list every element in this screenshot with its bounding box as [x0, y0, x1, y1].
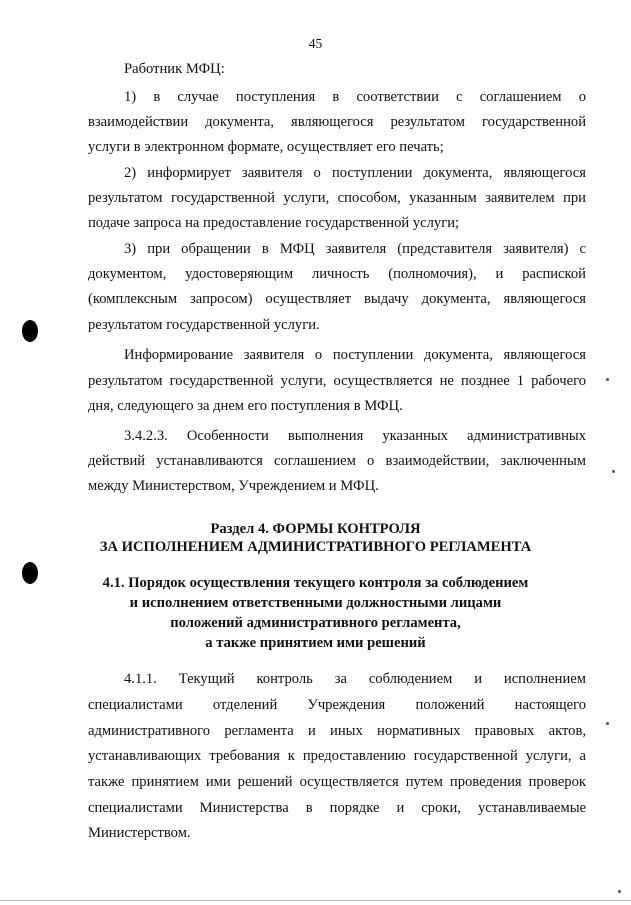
- section-heading-line: Раздел 4. ФОРМЫ КОНТРОЛЯ: [210, 521, 421, 537]
- paragraph-line: (комплексным запросом) осуществляет выдачу документа, являющегося: [88, 291, 586, 307]
- scan-speck: [612, 470, 615, 473]
- paragraph-line: административного регламента и иных нормативных правовых актов,: [88, 723, 586, 739]
- paragraph-line: документом, удостоверяющим личность (полномочия), и распиской: [88, 266, 586, 282]
- punch-hole: [22, 320, 38, 342]
- subsection-heading-line: положений административного регламента,: [170, 615, 461, 631]
- paragraph-line: 4.1.1. Текущий контроль за соблюдением и исполнением: [124, 671, 586, 687]
- scan-speck: [618, 890, 621, 893]
- paragraph-line: также принятием ими решений осуществляется путем проведения проверок: [88, 774, 586, 790]
- paragraph-line: 3.4.2.3. Особенности выполнения указанных административных: [124, 428, 586, 444]
- paragraph-line: действий устанавливаются соглашением о взаимодействии, заключенным: [88, 453, 586, 469]
- paragraph-line: между Министерством, Учреждением и МФЦ.: [88, 478, 379, 494]
- punch-hole: [22, 562, 38, 584]
- subsection-heading-line: а также принятием ими решений: [205, 635, 426, 651]
- paragraph-line: Информирование заявителя о поступлении документа, являющегося: [124, 347, 586, 363]
- paragraph-line: подаче запроса на предоставление государственной услуги;: [88, 215, 460, 231]
- paragraph-line: 1) в случае поступления в соответствии с соглашением о: [124, 89, 586, 105]
- paragraph-line: устанавливающих требования к предоставлению государственной услуги, а: [88, 748, 586, 764]
- paragraph-line: результатом государственной услуги, способом, указанным заявителем при: [88, 190, 586, 206]
- paragraph-line: Министерством.: [88, 825, 191, 841]
- subsection-heading-line: и исполнением ответственными должностными лицами: [129, 595, 502, 611]
- paragraph-line: Работник МФЦ:: [124, 61, 225, 77]
- paragraph-line: результатом государственной услуги.: [88, 317, 320, 333]
- page-number: 45: [308, 36, 323, 51]
- scan-speck: [606, 722, 609, 725]
- paragraph-line: специалистами Министерства в порядке и сроки, устанавливаемые: [88, 800, 586, 816]
- paragraph-line: специалистами отделений Учреждения положений настоящего: [88, 697, 586, 713]
- subsection-heading-line: 4.1. Порядок осуществления текущего контроля за соблюдением: [102, 575, 529, 591]
- paragraph-line: взаимодействии документа, являющегося результатом государственной: [88, 114, 586, 130]
- paragraph-line: услуги в электронном формате, осуществляет его печать;: [88, 139, 444, 155]
- paragraph-line: результатом государственной услуги, осуществляется не позднее 1 рабочего: [88, 373, 586, 389]
- scan-speck: [606, 378, 609, 381]
- paragraph-line: дня, следующего за днем его поступления в МФЦ.: [88, 398, 403, 414]
- paragraph-line: 2) информирует заявителя о поступлении документа, являющегося: [124, 165, 586, 181]
- paragraph-line: 3) при обращении в МФЦ заявителя (представителя заявителя) с: [124, 241, 586, 257]
- section-heading-line: ЗА ИСПОЛНЕНИЕМ АДМИНИСТРАТИВНОГО РЕГЛАМЕНТА: [99, 539, 532, 555]
- scan-edge-line: [0, 900, 631, 901]
